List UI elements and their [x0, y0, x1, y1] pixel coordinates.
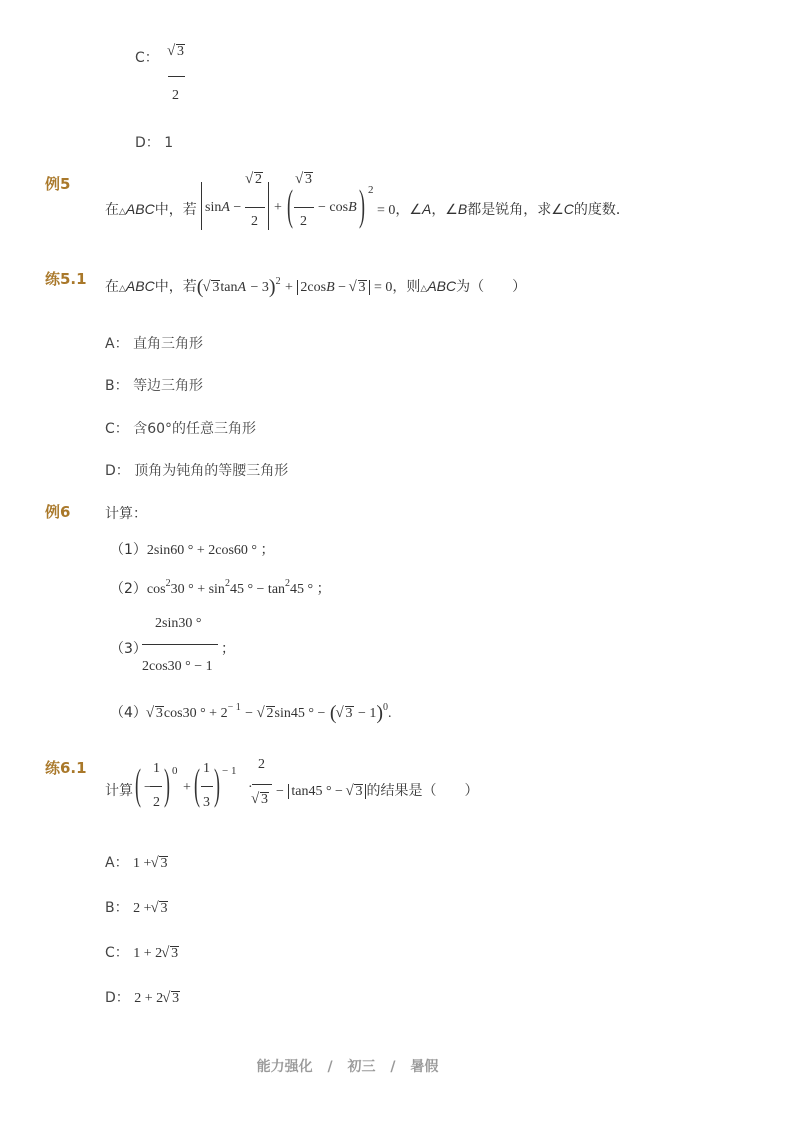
- sinA: sinA −: [205, 200, 242, 215]
- page-footer: [0, 1056, 695, 1076]
- cosB: − cosB: [318, 200, 357, 215]
- paren-1-right: ): [164, 760, 170, 809]
- fraction-2-den: 3: [203, 795, 210, 810]
- example-6-label: 例6: [45, 503, 71, 521]
- footer-term: 暑假: [410, 1059, 439, 1075]
- practice-5-1-option-b[interactable]: B： 等边三角形: [105, 378, 204, 394]
- option-c-denominator: 2: [172, 88, 179, 103]
- example-6-intro: 计算：: [105, 506, 147, 522]
- practice-6-1-option-d[interactable]: D： 2 + 2√ 3: [105, 987, 180, 1007]
- abs-bar-left: [201, 182, 202, 230]
- neg-sign: −: [144, 780, 152, 795]
- example-6-item-2: $(2)\cos^230$ ° + $\sin^245$ ° − $\tan^245$ ° ；: [110, 578, 331, 597]
- fraction-3-den: √ 3: [252, 792, 269, 808]
- right-paren: ): [359, 181, 365, 230]
- fraction-2-num: 1: [203, 761, 210, 776]
- sqrt3-numerator: √ 3: [296, 172, 313, 188]
- option-d: D： 1: [135, 135, 174, 151]
- footer-section: 能力强化: [256, 1059, 313, 1075]
- plus-sign-2: +: [183, 780, 191, 795]
- fraction-2-bar: [201, 786, 213, 787]
- option-c-letter: C：: [135, 50, 159, 66]
- practice-5-1-option-d[interactable]: D： 顶角为钝角的等腰三角形: [105, 463, 289, 479]
- example-5-label: 例5: [45, 175, 71, 193]
- paren-2-right: ): [214, 760, 220, 809]
- practice-6-1-option-b[interactable]: B： 2 +√ 3: [105, 897, 168, 917]
- left-paren: (: [287, 181, 293, 230]
- practice-5-1-option-a[interactable]: A： 直角三角形: [105, 336, 204, 352]
- fraction-bar-2: [294, 207, 314, 208]
- example-6-item-3-denominator: 2cos30 ° − 1: [142, 659, 213, 674]
- practice-6-1-option-a[interactable]: A： 1 +√ 3: [105, 852, 168, 872]
- footer-separator: /: [390, 1059, 396, 1075]
- sqrt2-numerator: √ 2: [246, 172, 263, 188]
- practice-6-1-option-c[interactable]: C： 1 + 2√ 3: [105, 942, 179, 962]
- footer-grade: 初三: [347, 1059, 376, 1075]
- practice-5-1-question: 在△ABC中，若(√ 3tanA − 3)$^2$ + 2cosB − √ 3 = 0，则△ABC为（ ）: [105, 276, 526, 299]
- footer-separator: /: [327, 1059, 333, 1075]
- practice-6-1-tail: − tan45 ° − √ 3 的结果是（ ）: [276, 780, 478, 800]
- paren-2-left: (: [194, 760, 200, 809]
- fraction-1-num: 1: [153, 761, 160, 776]
- practice-5-1-label: 练5.1: [45, 270, 87, 288]
- example-6-item-4: （4）√ 3cos30 ° + $2^{- 1}$ − √ 2sin45 ° − (√ 3 − 1)$^0$.: [110, 702, 392, 725]
- exponent-2: 2: [368, 184, 374, 196]
- exponent-0: 0: [172, 765, 178, 777]
- fraction-3-bar: [252, 784, 272, 785]
- exponent-minus-1: − 1: [222, 765, 237, 777]
- example-6-item-3-fraction-bar: [142, 644, 218, 645]
- fraction-bar: [245, 207, 265, 208]
- plus-sign: +: [274, 200, 282, 215]
- example-6-item-1: （1）2sin60 ° + 2cos60 ° ；: [110, 542, 275, 558]
- example-5-tail: = 0，∠A，∠B都是锐角，求∠C的度数．: [377, 201, 630, 218]
- denominator-2b: 2: [300, 214, 307, 229]
- example-6-item-3-num: （3）: [110, 641, 147, 657]
- fraction-1-den: 2: [153, 795, 160, 810]
- fraction-3-num: 2: [258, 757, 265, 772]
- example-5-question: 在△ABC中，若: [105, 201, 197, 218]
- practice-6-1-label: 练6.1: [45, 759, 87, 777]
- denominator-2: 2: [251, 214, 258, 229]
- example-6-item-3-numerator: 2sin30 °: [155, 616, 202, 631]
- practice-6-1-prefix: 计算: [105, 783, 133, 799]
- practice-5-1-option-c[interactable]: C： 含60°的任意三角形: [105, 421, 257, 437]
- example-6-item-3-semicolon: ；: [221, 641, 235, 657]
- paren-1-left: (: [135, 760, 141, 809]
- option-c-fraction-bar: [168, 76, 185, 77]
- option-c-numerator: √ 3: [168, 44, 185, 60]
- dot-sign: ·: [248, 780, 253, 795]
- fraction-1-bar: [150, 786, 162, 787]
- abs-bar-right: [268, 182, 269, 230]
